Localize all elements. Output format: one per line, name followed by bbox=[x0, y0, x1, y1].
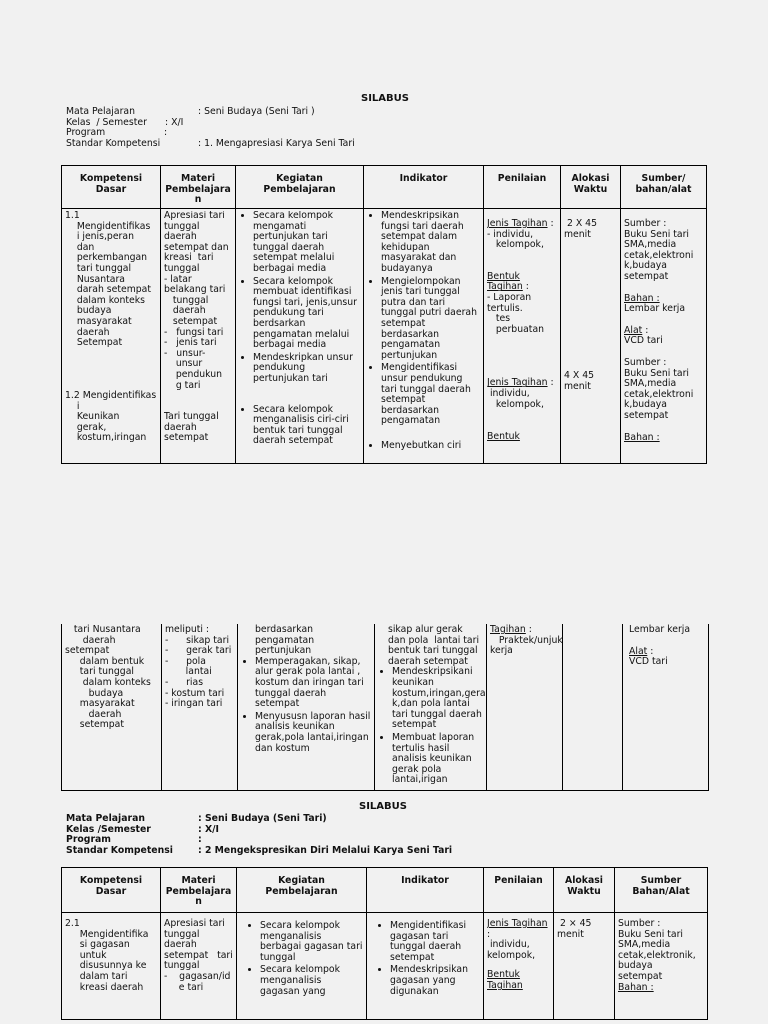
indikator-cell bbox=[378, 625, 484, 788]
info-label: Program bbox=[66, 127, 106, 139]
list-item: • Mendeskripkan unsur pendukung pertunjukan tari bbox=[253, 353, 360, 385]
list-item: • Menyebutkan ciri bbox=[381, 441, 480, 452]
alat-value: VCD tari bbox=[629, 656, 668, 668]
list-item: • Secara kelompok menganalisis ciri-ciri bentuk tari tunggal daerah setempat bbox=[253, 405, 360, 447]
materi-text: meliputi : - sikap tari - gerak tari - pola lantai - rias - kostum tari - iringan tari bbox=[165, 624, 232, 710]
indikator-list bbox=[370, 921, 480, 997]
penilaian-value: individu, kelompok, bbox=[487, 939, 536, 961]
table-header-row bbox=[62, 868, 708, 913]
info-label: Kelas /Semester bbox=[66, 823, 151, 835]
col-header-kegiatan: Kegiatan Pembelajaran bbox=[236, 166, 364, 209]
list-item: • Memperagakan, sikap, alur gerak pola lantai , kostum dan iringan tari tunggal daerah setempat bbox=[255, 657, 371, 710]
table-row bbox=[62, 913, 708, 1020]
colon: : bbox=[525, 624, 532, 635]
col-header-sumber: Sumber/ bahan/alat bbox=[621, 166, 707, 209]
indikator-list bbox=[378, 667, 484, 786]
penilaian-label: Jenis Tagihan bbox=[487, 918, 548, 929]
penilaian-label: Tagihan bbox=[487, 281, 523, 293]
alokasi-cell bbox=[554, 913, 615, 1020]
colon: : bbox=[522, 281, 529, 293]
alokasi-value: 2 X 45 menit bbox=[564, 218, 597, 240]
col-header-kompetensi: Kompetensi Dasar bbox=[62, 868, 161, 913]
info-value: : X/I bbox=[198, 823, 219, 835]
penilaian-label: Jenis Tagihan bbox=[487, 218, 548, 229]
silabus-info-2 bbox=[66, 814, 452, 856]
list-item: • Secara kelompok membuat identifikasi fungsi tari, jenis,unsur pendukung tari berdsarkan pengamatan melalui berbagai media bbox=[253, 277, 360, 351]
list-item: • Mendeskripsikani keunikan kostum,iringan,gera k,dan pola lantai tari tunggal daerah setempat bbox=[392, 667, 484, 731]
colon: : bbox=[547, 377, 554, 389]
kegiatan-text: berdasarkan pengamatan pertunjukan bbox=[255, 624, 315, 657]
kegiatan-list bbox=[240, 921, 363, 997]
info-value: : Seni Budaya (Seni Tari ) bbox=[198, 106, 315, 117]
list-item: • Menyususn laporan hasil analisis keunikan gerak,pola lantai,iringan dan kostum bbox=[255, 712, 371, 754]
col-header-alokasi: Alokasi Waktu bbox=[554, 868, 615, 913]
col-header-sumber: Sumber Bahan/Alat bbox=[615, 868, 708, 913]
penilaian-cell bbox=[484, 209, 561, 464]
indikator-cell bbox=[364, 209, 484, 464]
col-header-alokasi: Alokasi Waktu bbox=[561, 166, 621, 209]
info-value: : bbox=[164, 127, 168, 139]
continuation-table bbox=[61, 624, 709, 791]
sumber-cell bbox=[629, 625, 690, 668]
kegiatan-list bbox=[241, 657, 371, 754]
penilaian-label: Tagihan bbox=[487, 979, 523, 991]
indikator-cell bbox=[367, 913, 484, 1020]
info-label: Mata Pelajaran bbox=[66, 106, 135, 117]
info-label: Standar Kompetensi bbox=[66, 844, 173, 856]
list-item: • Secara kelompok mengamati pertunjukan tari tunggal daerah setempat melalui berbagai media bbox=[253, 211, 360, 275]
silabus-title-1: SILABUS bbox=[361, 93, 409, 104]
col-header-indikator: Indikator bbox=[364, 166, 484, 209]
bahan-label: Bahan : bbox=[624, 431, 660, 443]
list-item: • Secara kelompok menganalisis berbagai gagasan tari tunggal bbox=[260, 921, 363, 963]
indikator-text: sikap alur gerak dan pola lantai tari bentuk tari tunggal daerah setempat bbox=[388, 624, 480, 667]
alokasi-cell bbox=[561, 209, 621, 464]
col-header-materi: Materi Pembelajara n bbox=[161, 166, 236, 209]
silabus-table-1 bbox=[61, 165, 707, 464]
indikator-list bbox=[367, 211, 480, 451]
info-value: : bbox=[198, 834, 202, 846]
colon: : bbox=[487, 928, 491, 940]
kompetensi-text: 1.1 Mengidentifikas i jenis,peran dan perkembangan tari tunggal Nusantara darah setempat dalam konteks budaya masyarakat daerah Setempat 1.2 Mengidentifikas i Keunikan gerak, kostum,iringan bbox=[65, 211, 157, 444]
kegiatan-cell bbox=[236, 209, 364, 464]
sumber-cell bbox=[621, 209, 707, 464]
materi-text: Apresiasi tari tunggal daerah setempat tari tunggal - gagasan/id e tari bbox=[164, 918, 233, 993]
penilaian-value: Praktek/unjuk kerja bbox=[490, 634, 563, 657]
colon: : bbox=[642, 324, 649, 336]
list-item: • Mengielompokan jenis tari tunggal putra dan tari tunggal putri daerah setempat berdasarkan pengamatan pertunjukan bbox=[381, 277, 480, 362]
penilaian-cell bbox=[490, 625, 563, 657]
bahan-value: Lembar kerja bbox=[629, 624, 691, 635]
list-item: • Mendeskripsikan fungsi tari daerah setempat dalam kehidupan masyarakat dan budayanya bbox=[381, 211, 480, 275]
penilaian-value: individu, kelompok, bbox=[489, 387, 544, 410]
info-value: : Seni Budaya (Seni Tari) bbox=[198, 813, 327, 824]
silabus-info-1 bbox=[66, 107, 355, 149]
penilaian-value: - Laporan tertulis. tes perbuatan bbox=[487, 291, 545, 335]
penilaian-label: Tagihan bbox=[490, 624, 526, 635]
info-label: Kelas / Semester bbox=[66, 116, 147, 128]
alat-label: Alat bbox=[629, 645, 648, 657]
sumber-cell bbox=[615, 913, 708, 1020]
sumber-text: Sumber : Buku Seni tari SMA,media cetak,elektroni k,budaya setempat bbox=[624, 356, 694, 421]
kegiatan-cell bbox=[241, 625, 371, 756]
kegiatan-list bbox=[239, 211, 360, 447]
info-value: : X/I bbox=[165, 116, 184, 128]
alat-label: Alat bbox=[624, 324, 643, 336]
kompetensi-cell bbox=[62, 913, 161, 1020]
col-header-kegiatan: Kegiatan Pembelajaran bbox=[237, 868, 367, 913]
kompetensi-cell bbox=[62, 209, 161, 464]
list-item: • Mengidentifikasi unsur pendukung tari tunggal daerah setempat berdasarkan pengamatan bbox=[381, 363, 480, 427]
col-header-materi: Materi Pembelajara n bbox=[161, 868, 237, 913]
info-label: Standar Kompetensi bbox=[66, 137, 161, 149]
penilaian-label: Bentuk bbox=[487, 270, 520, 282]
col-header-indikator: Indikator bbox=[367, 868, 484, 913]
materi-cell bbox=[161, 209, 236, 464]
colon: : bbox=[547, 218, 554, 229]
alokasi-value: 2 × 45 menit bbox=[557, 918, 592, 940]
kegiatan-cell bbox=[237, 913, 367, 1020]
kompetensi-text: 2.1 Mengidentifika si gagasan untuk disusunnya ke dalam tari kreasi daerah bbox=[65, 918, 149, 993]
list-item: • Mendeskripsikan gagasan yang digunakan bbox=[390, 965, 480, 997]
sumber-text: Sumber : Buku Seni tari SMA,media cetak,elektronik, budaya setempat bbox=[618, 918, 696, 982]
kompetensi-text: tari Nusantara daerah setempat dalam bentuk tari tunggal dalam konteks budaya masyarakat daerah setempat bbox=[65, 624, 151, 731]
materi-cell bbox=[161, 913, 237, 1020]
silabus-title-2: SILABUS bbox=[359, 801, 407, 812]
info-value: : 1. Mengapresiasi Karya Seni Tari bbox=[198, 137, 355, 149]
list-item: • Secara kelompok menganalisis gagasan yang bbox=[260, 965, 363, 997]
col-header-penilaian: Penilaian bbox=[484, 166, 561, 209]
list-item: • Mengidentifikasi gagasan tari tunggal daerah setempat bbox=[390, 921, 480, 963]
penilaian-label: Bentuk bbox=[487, 431, 520, 443]
col-header-kompetensi: Kompetensi Dasar bbox=[62, 166, 161, 209]
col-header-penilaian: Penilaian bbox=[484, 868, 554, 913]
table-row bbox=[62, 209, 707, 464]
penilaian-label: Jenis Tagihan bbox=[487, 377, 548, 389]
alat-value: VCD tari bbox=[624, 335, 663, 347]
penilaian-label: Bentuk bbox=[487, 969, 520, 981]
silabus-table-2 bbox=[61, 867, 708, 1020]
alokasi-value: 4 X 45 menit bbox=[564, 370, 595, 392]
bahan-label: Bahan : bbox=[618, 981, 654, 993]
info-label: Program bbox=[66, 834, 111, 846]
table-header-row bbox=[62, 166, 707, 209]
info-label: Mata Pelajaran bbox=[66, 813, 145, 824]
bahan-value: Lembar kerja bbox=[624, 303, 686, 315]
bahan-label: Bahan : bbox=[624, 292, 660, 304]
penilaian-cell bbox=[484, 913, 554, 1020]
colon: : bbox=[647, 645, 654, 657]
sumber-text: Sumber : Buku Seni tari SMA,media cetak,elektroni k,budaya setempat bbox=[624, 218, 694, 282]
penilaian-value: - individu, kelompok, bbox=[487, 228, 544, 251]
list-item: • Membuat laporan tertulis hasil analisis keunikan gerak pola lantai,irigan bbox=[392, 733, 484, 786]
materi-text: Apresiasi tari tunggal daerah setempat dan kreasi tari tunggal - latar belakang tari tunggal daerah setempat - fungsi tari - jenis tari - unsur- unsur pendukun g tari Tari tunggal daerah setempat bbox=[164, 211, 229, 444]
info-value: : 2 Mengekspresikan Diri Melalui Karya Seni Tari bbox=[198, 844, 453, 856]
